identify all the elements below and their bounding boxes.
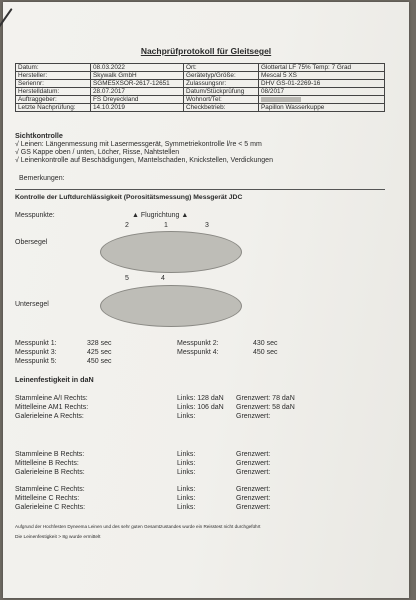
flugrichtung-label: ▲ Flugrichtung ▲ xyxy=(132,212,189,219)
leine-links: Links: 106 daN xyxy=(177,404,224,411)
header-label: Hersteller: xyxy=(16,72,91,80)
leine-name: Mittelleine B Rechts: xyxy=(15,460,79,467)
untersegel-label: Untersegel xyxy=(15,301,49,308)
header-label: Seriennr: xyxy=(16,80,91,88)
leine-name: Galerieleine C Rechts: xyxy=(15,504,86,511)
leine-grenz: Grenzwert: xyxy=(236,495,271,502)
pen-mark xyxy=(0,8,13,29)
header-table xyxy=(15,63,385,112)
divider xyxy=(15,189,385,190)
header-label: Datum/Stückprüfung xyxy=(184,88,259,96)
header-row xyxy=(16,88,385,96)
leine-grenz: Grenzwert: xyxy=(236,469,271,476)
messpunkt-value: 450 sec xyxy=(87,358,112,365)
messpunkte-label: Messpunkte: xyxy=(15,212,55,219)
header-label: Auftraggeber: xyxy=(16,96,91,104)
leine-name: Stammleine C Rechts: xyxy=(15,486,85,493)
header-value: 14.10.2019 xyxy=(91,104,184,112)
messpunkt-label: Messpunkt 5: xyxy=(15,358,57,365)
leine-name: Mittelleine C Rechts: xyxy=(15,495,80,502)
point-label: 4 xyxy=(161,275,165,282)
redacted-contact xyxy=(261,97,301,102)
leine-name: Stammleine B Rechts: xyxy=(15,451,85,458)
header-label: Datum: xyxy=(16,64,91,72)
messpunkt-value: 450 sec xyxy=(253,349,278,356)
header-row xyxy=(16,64,385,72)
header-value: 28.07.2017 xyxy=(91,88,184,96)
footer-note: Aufgrund der Hochfesten Dyneema Leinen und des sehr guten Gesamtzustandes wurde ein Reisstest nicht durchgeführt xyxy=(15,524,261,529)
header-label: Herstelldatum: xyxy=(16,88,91,96)
leine-links: Links: xyxy=(177,504,196,511)
header-row xyxy=(16,96,385,104)
header-value: 08/2017 xyxy=(259,88,385,96)
header-value: Glottertal LF 75% Temp: 7 Grad xyxy=(259,64,385,72)
leine-grenz: Grenzwert: xyxy=(236,504,271,511)
header-value: SGME5XSOR-2617-12651 xyxy=(91,80,184,88)
leine-grenz: Grenzwert: 78 daN xyxy=(236,395,295,402)
obersegel-label: Obersegel xyxy=(15,239,48,246)
leine-links: Links: 128 daN xyxy=(177,395,224,402)
leine-name: Mittelleine AM1 Rechts: xyxy=(15,404,89,411)
sicht-item: √ Leinen: Längenmessung mit Lasermessgerät, Symmetriekontrolle l/re < 5 mm xyxy=(15,141,262,148)
obersegel-shape xyxy=(100,231,242,273)
header-value: 08.03.2022 xyxy=(91,64,184,72)
leine-grenz: Grenzwert: xyxy=(236,460,271,467)
header-label: Wohnort/Tel: xyxy=(184,96,259,104)
sicht-item: √ GS Kappe oben / unten, Löcher, Risse, Nahtstellen xyxy=(15,149,180,156)
leine-grenz: Grenzwert: xyxy=(236,486,271,493)
messpunkt-label: Messpunkt 4: xyxy=(177,349,219,356)
leine-links: Links: xyxy=(177,451,196,458)
bemerkungen-label: Bemerkungen: xyxy=(19,175,65,182)
messpunkt-label: Messpunkt 2: xyxy=(177,340,219,347)
header-value: FS Dreyeckland xyxy=(91,96,184,104)
leine-links: Links: xyxy=(177,495,196,502)
leine-links: Links: xyxy=(177,469,196,476)
sicht-item: √ Leinenkontrolle auf Beschädigungen, Mantelschaden, Knickstellen, Verdickungen xyxy=(15,157,273,164)
header-value: Papillon Wasserkuppe xyxy=(259,104,385,112)
leine-name: Galerieleine B Rechts: xyxy=(15,469,85,476)
messpunkt-label: Messpunkt 1: xyxy=(15,340,57,347)
header-label: Gerätetyp/Größe: xyxy=(184,72,259,80)
leinen-heading: Leinenfestigkeit in daN xyxy=(15,375,94,384)
header-value-redacted xyxy=(259,96,385,104)
header-value: DHV GS-01-2269-16 xyxy=(259,80,385,88)
header-label: Letzte Nachprüfung: xyxy=(16,104,91,112)
header-row xyxy=(16,104,385,112)
sicht-heading: Sichtkontrolle xyxy=(15,131,63,140)
point-label: 2 xyxy=(125,222,129,229)
header-label: Ort: xyxy=(184,64,259,72)
point-label: 5 xyxy=(125,275,129,282)
leine-grenz: Grenzwert: xyxy=(236,451,271,458)
leine-grenz: Grenzwert: xyxy=(236,413,271,420)
leine-name: Stammleine A/I Rechts: xyxy=(15,395,88,402)
untersegel-shape xyxy=(100,285,242,327)
header-row xyxy=(16,80,385,88)
point-label: 1 xyxy=(164,222,168,229)
header-label: Zulassungsnr: xyxy=(184,80,259,88)
point-label: 3 xyxy=(205,222,209,229)
footer-note: Die Leinenfestigkeit > 8g wurde ermittelt xyxy=(15,535,101,540)
leine-grenz: Grenzwert: 58 daN xyxy=(236,404,295,411)
leine-links: Links: xyxy=(177,486,196,493)
protocol-page xyxy=(3,2,409,598)
messpunkt-value: 328 sec xyxy=(87,340,112,347)
header-row xyxy=(16,72,385,80)
header-value: Mescal 5 XS xyxy=(259,72,385,80)
porositaet-heading: Kontrolle der Luftdurchlässigkeit (Porositätsmessung) Messgerät JDC xyxy=(15,194,243,201)
page-title: Nachprüfprotokoll für Gleitsegel xyxy=(140,46,272,56)
messpunkt-value: 430 sec xyxy=(253,340,278,347)
header-value: Skywalk GmbH xyxy=(91,72,184,80)
messpunkt-value: 425 sec xyxy=(87,349,112,356)
header-label: Checkbetrieb: xyxy=(184,104,259,112)
leine-name: Galerieleine A Rechts: xyxy=(15,413,84,420)
leine-links: Links: xyxy=(177,413,196,420)
messpunkt-label: Messpunkt 3: xyxy=(15,349,57,356)
leine-links: Links: xyxy=(177,460,196,467)
